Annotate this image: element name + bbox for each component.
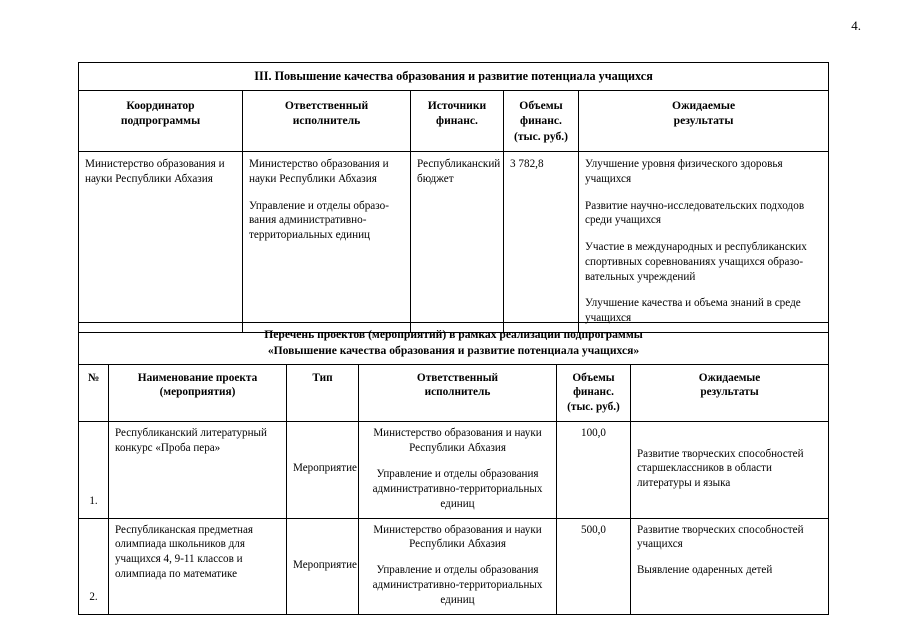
cell-expected-results <box>579 151 829 332</box>
header-volume-line2: финанс. <box>520 114 562 128</box>
cell-executor-p1: Министерство образования и науки Республики Абхазия <box>373 427 542 455</box>
result-item: Улучшение уровня физического здоровья учащихся <box>585 157 783 185</box>
table2-title <box>79 323 829 365</box>
header-results-line1: Ожидаемые <box>698 371 761 384</box>
table2-title-line1: Перечень проектов (мероприятий) в рамках реализации подпрограммы <box>264 328 643 341</box>
cell-project-type: Мероприятие <box>287 422 359 518</box>
header-executor-line2: исполнитель <box>424 386 491 399</box>
cell-finance-volume: 100,0 <box>557 422 631 518</box>
result-item: Выявление одаренных детей <box>637 564 773 577</box>
header-executor <box>243 91 411 152</box>
header-name-line1: Наименование проекта <box>137 371 258 384</box>
cell-project-name: Республиканская предметная олимпиада школьников для учащихся 4, 9-11 классов и олимпиада по математике <box>109 518 287 614</box>
header-results-line1: Ожидаемые <box>671 99 736 113</box>
cell-executor-p2: Управление и отделы образования административно-территориальных единиц <box>372 564 543 606</box>
header-coordinator <box>79 91 243 152</box>
cell-expected-results <box>631 518 829 614</box>
table-title-row <box>79 323 829 365</box>
cell-executor <box>243 151 411 332</box>
header-executor <box>359 364 557 422</box>
cell-row-number: 2. <box>79 518 109 614</box>
table1-title: III. Повышение качества образования и развитие потенциала учащихся <box>79 63 829 91</box>
cell-project-name: Республиканский литературный конкурс «Проба пера» <box>109 422 287 518</box>
table-row <box>79 422 829 518</box>
cell-executor-p1: Министерство образования и науки Республики Абхазия <box>373 523 542 551</box>
page-number: 4. <box>851 18 861 33</box>
cell-executor-p2: Управление и отделы образования административно-территориальных единиц <box>372 467 543 510</box>
header-type: Тип <box>287 364 359 422</box>
header-executor-line1: Ответственный <box>416 371 499 384</box>
header-number: № <box>79 364 109 422</box>
header-volume-line2: финанс. <box>573 386 614 399</box>
header-name-line2: (мероприятия) <box>159 386 236 399</box>
header-coordinator-line1: Координатор <box>126 99 195 113</box>
cell-row-number: 1. <box>79 422 109 518</box>
cell-finance-source: Республиканский бюджет <box>411 151 504 332</box>
result-item: Участие в международных и республиканских спортивных соревнованиях учащихся образовательных учреждений <box>585 241 807 283</box>
header-executor-line1: Ответственный <box>284 99 369 113</box>
table-row <box>79 518 829 614</box>
table-row <box>79 151 829 332</box>
header-results-line2: результаты <box>700 386 759 399</box>
header-finance-volume <box>557 364 631 422</box>
header-volume-line1: Объемы <box>572 371 615 384</box>
cell-executor-p2: Управление и отделы образования административно-территориальных единиц <box>249 199 389 242</box>
header-coordinator-line2: подпрограммы <box>120 114 201 128</box>
header-project-name <box>109 364 287 422</box>
header-finance-volume <box>504 91 579 152</box>
result-item: Улучшение качества и объема знаний в среде учащихся <box>585 297 801 325</box>
cell-finance-volume: 500,0 <box>557 518 631 614</box>
cell-executor <box>359 422 557 518</box>
result-item: Развитие творческих способностей старшеклассников в области литературы и языка <box>637 447 804 490</box>
cell-executor-p1: Министерство образования и науки Республики Абхазия <box>249 157 389 185</box>
header-volume-line1: Объемы <box>519 99 563 113</box>
header-volume-line3: (тыс. руб.) <box>567 401 620 414</box>
cell-project-type: Мероприятие <box>287 518 359 614</box>
table-header-row <box>79 91 829 152</box>
table2-title-line2: «Повышение качества образования и развитие потенциала учащихся» <box>267 343 640 357</box>
result-item: Развитие научно-исследовательских подходов среди учащихся <box>585 199 805 227</box>
header-expected-results <box>631 364 829 422</box>
cell-expected-results <box>631 422 829 518</box>
header-volume-line3: (тыс. руб.) <box>513 129 569 143</box>
subprogram-summary-table <box>78 62 829 333</box>
cell-finance-volume: 3 782,8 <box>504 151 579 332</box>
header-source-line2: финанс. <box>436 114 478 128</box>
projects-list-table <box>78 322 829 615</box>
header-expected-results <box>579 91 829 152</box>
cell-executor <box>359 518 557 614</box>
table-title-row <box>79 63 829 91</box>
header-finance-source <box>411 91 504 152</box>
table-header-row <box>79 364 829 422</box>
header-source-line1: Источники <box>427 99 487 113</box>
result-item: Развитие творческих способностей учащихся <box>637 523 804 551</box>
cell-coordinator: Министерство образования и науки Республики Абхазия <box>79 151 243 332</box>
header-results-line2: результаты <box>673 114 734 128</box>
header-executor-line2: исполнитель <box>292 114 361 128</box>
